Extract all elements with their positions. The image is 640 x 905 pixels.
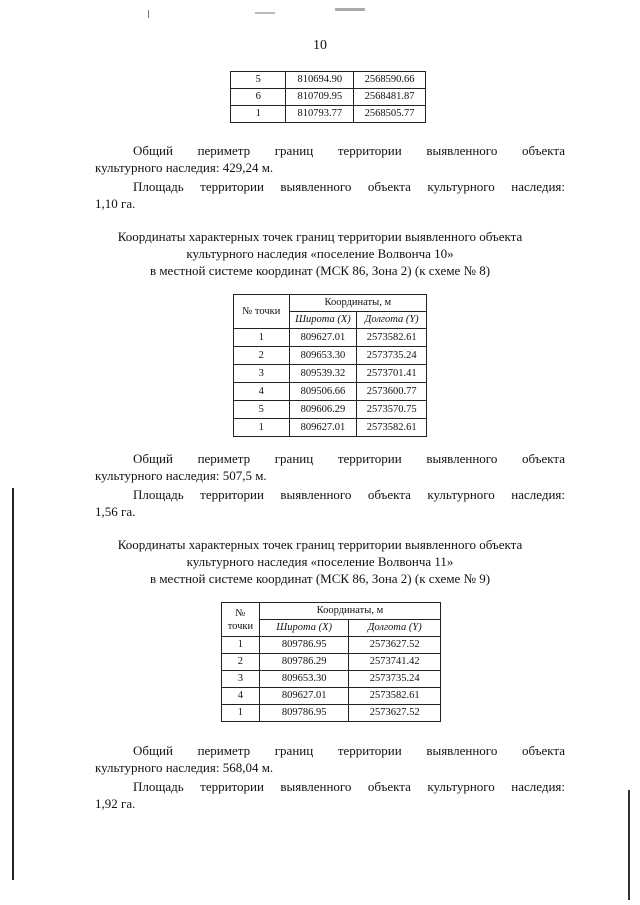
- scan-speck: [148, 10, 149, 18]
- perimeter-paragraph: Общий периметр границ территории выявленного объекта культурного наследия: 429,24 м.: [95, 143, 565, 175]
- scan-edge-mark: [628, 790, 630, 900]
- section-heading: Координаты характерных точек границ территории выявленного объекта культурного наследия «поселение Волвонча 11» в местной системе координат (МСК 86, Зона 2) (к схеме № 9): [117, 537, 523, 586]
- table-row: 5 810694.90 2568590.66: [231, 72, 426, 89]
- area-paragraph: Площадь территории выявленного объекта культурного наследия: 1,92 га.: [95, 779, 565, 811]
- table-row: 4 809506.66 2573600.77: [234, 383, 427, 401]
- table-row: 4 809627.01 2573582.61: [222, 688, 441, 705]
- column-header-lon: Долгота (Y): [349, 620, 441, 637]
- scan-edge-mark: [12, 488, 14, 880]
- table-header-row: [234, 295, 427, 312]
- coordinates-table: [221, 602, 441, 722]
- area-paragraph: Площадь территории выявленного объекта культурного наследия: 1,56 га.: [95, 487, 565, 519]
- table-row: 1 809627.01 2573582.61: [234, 329, 427, 347]
- page-number: 10: [313, 38, 327, 53]
- scan-speck: [335, 8, 365, 11]
- table-row: 3 809653.30 2573735.24: [222, 671, 441, 688]
- table-row: 2 809653.30 2573735.24: [234, 347, 427, 365]
- perimeter-paragraph: Общий периметр границ территории выявленного объекта культурного наследия: 507,5 м.: [95, 451, 565, 483]
- area-paragraph: Площадь территории выявленного объекта культурного наследия: 1,10 га.: [95, 179, 565, 211]
- coordinates-table: [233, 294, 427, 437]
- column-header-coords: Координаты, м: [259, 603, 440, 620]
- column-header-lon: Долгота (Y): [357, 312, 427, 329]
- table-row: 2 809786.29 2573741.42: [222, 654, 441, 671]
- table-row: 1 809786.95 2573627.52: [222, 637, 441, 654]
- table-row: 3 809539.32 2573701.41: [234, 365, 427, 383]
- table-row: 6 810709.95 2568481.87: [231, 89, 426, 106]
- scan-speck: [255, 12, 275, 14]
- table-row: 1 810793.77 2568505.77: [231, 106, 426, 123]
- column-header-point: № точки: [234, 295, 290, 329]
- table-row: 5 809606.29 2573570.75: [234, 401, 427, 419]
- column-header-point: № точки: [222, 603, 260, 637]
- table-row: 1 809786.95 2573627.52: [222, 705, 441, 722]
- column-header-lat: Широта (X): [289, 312, 357, 329]
- coordinates-table-continuation: [230, 71, 426, 123]
- column-header-coords: Координаты, м: [289, 295, 426, 312]
- table-row: 1 809627.01 2573582.61: [234, 419, 427, 437]
- column-header-lat: Широта (X): [259, 620, 349, 637]
- table-header-row: [222, 603, 441, 620]
- section-heading: Координаты характерных точек границ территории выявленного объекта культурного наследия «поселение Волвонча 10» в местной системе координат (МСК 86, Зона 2) (к схеме № 8): [117, 229, 523, 278]
- perimeter-paragraph: Общий периметр границ территории выявленного объекта культурного наследия: 568,04 м.: [95, 743, 565, 775]
